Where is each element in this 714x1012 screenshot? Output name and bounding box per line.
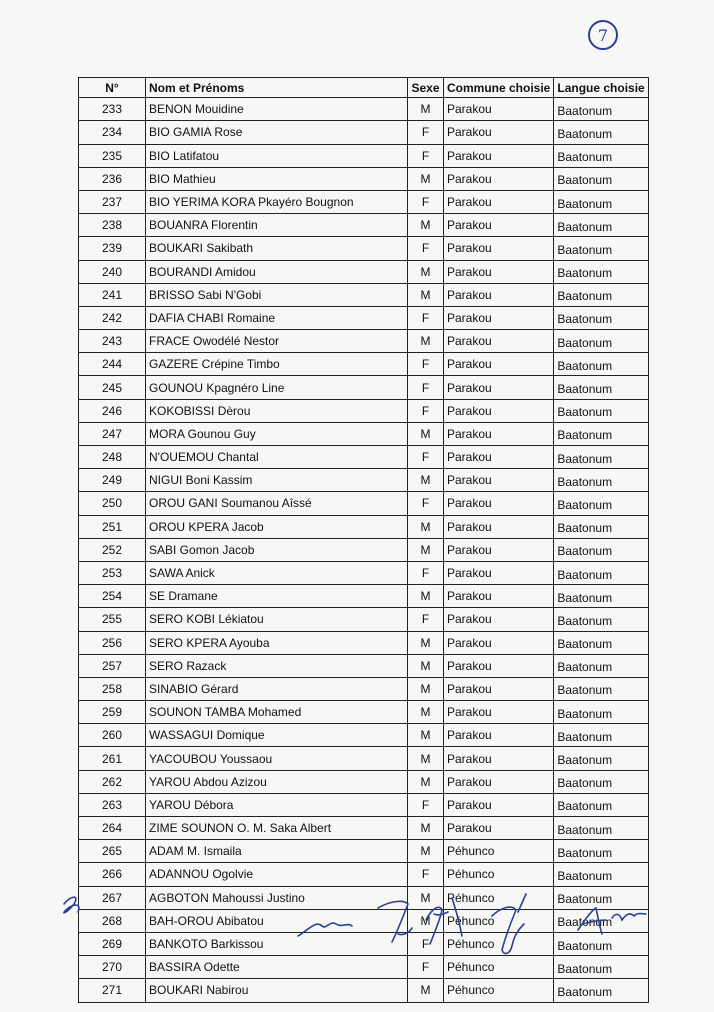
row-number: 236	[79, 167, 146, 190]
table-row	[79, 793, 649, 816]
table-row	[79, 979, 649, 1002]
row-number: 263	[79, 793, 146, 816]
row-commune: Parakou	[444, 422, 554, 445]
table-row	[79, 677, 649, 700]
row-name: SE Dramane	[146, 585, 408, 608]
row-commune: Parakou	[444, 446, 554, 469]
row-commune: Parakou	[444, 724, 554, 747]
row-commune: Parakou	[444, 121, 554, 144]
row-number: 244	[79, 353, 146, 376]
row-langue: Baatonum	[554, 608, 648, 631]
row-number: 268	[79, 909, 146, 932]
row-number: 264	[79, 817, 146, 840]
row-langue: Baatonum	[554, 909, 648, 932]
page-number-circled	[588, 20, 618, 50]
signature-2	[298, 923, 352, 936]
row-commune: Parakou	[444, 190, 554, 213]
row-number: 249	[79, 469, 146, 492]
row-langue: Baatonum	[554, 167, 648, 190]
table-row	[79, 561, 649, 584]
row-langue: Baatonum	[554, 585, 648, 608]
row-number: 252	[79, 538, 146, 561]
row-sexe: F	[408, 932, 444, 955]
row-langue: Baatonum	[554, 190, 648, 213]
row-name: KOKOBISSI Dèrou	[146, 399, 408, 422]
row-number: 239	[79, 237, 146, 260]
row-langue: Baatonum	[554, 121, 648, 144]
row-name: SERO Razack	[146, 654, 408, 677]
row-name: MORA Gounou Guy	[146, 422, 408, 445]
row-sexe: F	[408, 237, 444, 260]
row-commune: Parakou	[444, 469, 554, 492]
table-row	[79, 724, 649, 747]
table-row	[79, 585, 649, 608]
row-name: SABI Gomon Jacob	[146, 538, 408, 561]
header-commune: Commune choisie	[444, 78, 554, 98]
row-name: SOUNON TAMBA Mohamed	[146, 701, 408, 724]
participants-table	[78, 77, 649, 1003]
row-number: 241	[79, 283, 146, 306]
row-sexe: M	[408, 840, 444, 863]
table-row	[79, 446, 649, 469]
table-row	[79, 817, 649, 840]
row-number: 267	[79, 886, 146, 909]
row-name: BANKOTO Barkissou	[146, 932, 408, 955]
row-sexe: F	[408, 144, 444, 167]
row-commune: Parakou	[444, 98, 554, 121]
row-number: 237	[79, 190, 146, 213]
row-number: 238	[79, 214, 146, 237]
row-number: 271	[79, 979, 146, 1002]
row-number: 242	[79, 306, 146, 329]
table-row	[79, 492, 649, 515]
row-langue: Baatonum	[554, 956, 648, 979]
row-number: 246	[79, 399, 146, 422]
row-sexe: M	[408, 817, 444, 840]
table-row	[79, 353, 649, 376]
row-sexe: M	[408, 886, 444, 909]
table-row	[79, 538, 649, 561]
signatures-area	[0, 890, 714, 970]
row-number: 270	[79, 956, 146, 979]
row-commune: Parakou	[444, 631, 554, 654]
row-number: 240	[79, 260, 146, 283]
row-commune: Parakou	[444, 515, 554, 538]
table-row	[79, 167, 649, 190]
row-commune: Parakou	[444, 747, 554, 770]
row-number: 248	[79, 446, 146, 469]
row-commune: Parakou	[444, 585, 554, 608]
row-sexe: M	[408, 701, 444, 724]
row-commune: Parakou	[444, 306, 554, 329]
row-commune: Parakou	[444, 214, 554, 237]
table-row	[79, 306, 649, 329]
row-sexe: M	[408, 422, 444, 445]
row-langue: Baatonum	[554, 515, 648, 538]
row-sexe: M	[408, 979, 444, 1002]
row-commune: Parakou	[444, 561, 554, 584]
table-row	[79, 608, 649, 631]
table-row	[79, 283, 649, 306]
row-name: BIO Mathieu	[146, 167, 408, 190]
row-langue: Baatonum	[554, 979, 648, 1002]
row-sexe: F	[408, 793, 444, 816]
row-sexe: M	[408, 469, 444, 492]
row-number: 269	[79, 932, 146, 955]
row-commune: Péhunco	[444, 863, 554, 886]
table-row	[79, 422, 649, 445]
row-langue: Baatonum	[554, 538, 648, 561]
table-row	[79, 770, 649, 793]
row-name: OROU GANI Soumanou Aîssé	[146, 492, 408, 515]
table-row	[79, 376, 649, 399]
row-number: 243	[79, 330, 146, 353]
table-body	[79, 98, 649, 1002]
row-name: N'OUEMOU Chantal	[146, 446, 408, 469]
row-name: GAZERE Crépine Timbo	[146, 353, 408, 376]
table-row	[79, 237, 649, 260]
row-commune: Parakou	[444, 283, 554, 306]
row-langue: Baatonum	[554, 631, 648, 654]
row-commune: Parakou	[444, 677, 554, 700]
signature-3	[378, 901, 412, 942]
row-sexe: F	[408, 863, 444, 886]
row-sexe: M	[408, 515, 444, 538]
header-name: Nom et Prénoms	[146, 78, 408, 98]
row-commune: Péhunco	[444, 956, 554, 979]
row-langue: Baatonum	[554, 561, 648, 584]
table-row	[79, 469, 649, 492]
page-number: 7	[597, 25, 609, 45]
table-row	[79, 330, 649, 353]
row-commune: Parakou	[444, 608, 554, 631]
row-number: 266	[79, 863, 146, 886]
row-name: BOURANDI Amidou	[146, 260, 408, 283]
row-number: 245	[79, 376, 146, 399]
row-name: GOUNOU Kpagnéro Line	[146, 376, 408, 399]
row-name: YAROU Abdou Azizou	[146, 770, 408, 793]
table-row	[79, 144, 649, 167]
row-name: SERO KPERA Ayouba	[146, 631, 408, 654]
row-commune: Parakou	[444, 260, 554, 283]
row-commune: Parakou	[444, 144, 554, 167]
row-name: BAH-OROU Abibatou	[146, 909, 408, 932]
row-langue: Baatonum	[554, 747, 648, 770]
row-commune: Péhunco	[444, 979, 554, 1002]
table-row	[79, 190, 649, 213]
table-row	[79, 214, 649, 237]
row-sexe: M	[408, 283, 444, 306]
signature-5	[492, 894, 526, 953]
row-sexe: F	[408, 121, 444, 144]
row-sexe: F	[408, 190, 444, 213]
row-sexe: M	[408, 98, 444, 121]
row-number: 261	[79, 747, 146, 770]
row-langue: Baatonum	[554, 237, 648, 260]
row-commune: Parakou	[444, 353, 554, 376]
table-row	[79, 631, 649, 654]
row-langue: Baatonum	[554, 770, 648, 793]
row-langue: Baatonum	[554, 260, 648, 283]
row-langue: Baatonum	[554, 144, 648, 167]
row-name: ADAM M. Ismaila	[146, 840, 408, 863]
table-row	[79, 121, 649, 144]
header-langue: Langue choisie	[554, 78, 648, 98]
row-commune: Parakou	[444, 330, 554, 353]
row-langue: Baatonum	[554, 446, 648, 469]
row-name: FRACE Owodélé Nestor	[146, 330, 408, 353]
row-langue: Baatonum	[554, 932, 648, 955]
row-name: YACOUBOU Youssaou	[146, 747, 408, 770]
table-row	[79, 747, 649, 770]
row-number: 262	[79, 770, 146, 793]
row-sexe: M	[408, 167, 444, 190]
row-name: BIO YERIMA KORA Pkayéro Bougnon	[146, 190, 408, 213]
row-number: 247	[79, 422, 146, 445]
header-sexe: Sexe	[408, 78, 444, 98]
row-commune: Parakou	[444, 492, 554, 515]
row-langue: Baatonum	[554, 376, 648, 399]
row-number: 253	[79, 561, 146, 584]
row-commune: Péhunco	[444, 840, 554, 863]
row-commune: Parakou	[444, 770, 554, 793]
row-commune: Péhunco	[444, 909, 554, 932]
row-langue: Baatonum	[554, 863, 648, 886]
row-name: BIO GAMIA Rose	[146, 121, 408, 144]
row-commune: Parakou	[444, 399, 554, 422]
table-row	[79, 260, 649, 283]
row-sexe: F	[408, 306, 444, 329]
row-sexe: M	[408, 330, 444, 353]
row-langue: Baatonum	[554, 330, 648, 353]
row-langue: Baatonum	[554, 724, 648, 747]
row-number: 250	[79, 492, 146, 515]
row-langue: Baatonum	[554, 469, 648, 492]
row-commune: Parakou	[444, 237, 554, 260]
row-name: OROU KPERA Jacob	[146, 515, 408, 538]
row-sexe: F	[408, 956, 444, 979]
row-sexe: F	[408, 376, 444, 399]
signature-1	[64, 897, 79, 913]
row-name: BENON Mouidine	[146, 98, 408, 121]
table-row	[79, 515, 649, 538]
row-langue: Baatonum	[554, 422, 648, 445]
row-commune: Péhunco	[444, 932, 554, 955]
header-number: N°	[79, 78, 146, 98]
row-langue: Baatonum	[554, 817, 648, 840]
row-langue: Baatonum	[554, 840, 648, 863]
row-sexe: M	[408, 770, 444, 793]
row-commune: Parakou	[444, 167, 554, 190]
row-langue: Baatonum	[554, 98, 648, 121]
row-name: BOUKARI Sakibath	[146, 237, 408, 260]
table-row	[79, 840, 649, 863]
row-number: 258	[79, 677, 146, 700]
row-langue: Baatonum	[554, 306, 648, 329]
row-number: 234	[79, 121, 146, 144]
row-name: NIGUI Boni Kassim	[146, 469, 408, 492]
row-number: 265	[79, 840, 146, 863]
row-langue: Baatonum	[554, 283, 648, 306]
row-sexe: M	[408, 747, 444, 770]
row-langue: Baatonum	[554, 654, 648, 677]
row-langue: Baatonum	[554, 793, 648, 816]
row-number: 235	[79, 144, 146, 167]
row-commune: Parakou	[444, 376, 554, 399]
row-commune: Parakou	[444, 538, 554, 561]
row-sexe: F	[408, 608, 444, 631]
row-sexe: F	[408, 399, 444, 422]
signature-4	[426, 898, 462, 944]
row-name: DAFIA CHABI Romaine	[146, 306, 408, 329]
row-commune: Parakou	[444, 817, 554, 840]
row-name: BASSIRA Odette	[146, 956, 408, 979]
row-sexe: M	[408, 585, 444, 608]
row-langue: Baatonum	[554, 701, 648, 724]
row-sexe: M	[408, 724, 444, 747]
row-langue: Baatonum	[554, 399, 648, 422]
row-langue: Baatonum	[554, 677, 648, 700]
row-sexe: F	[408, 353, 444, 376]
row-number: 257	[79, 654, 146, 677]
row-number: 251	[79, 515, 146, 538]
table-row	[79, 654, 649, 677]
row-sexe: M	[408, 538, 444, 561]
row-commune: Péhunco	[444, 886, 554, 909]
row-name: BRISSO Sabi N'Gobi	[146, 283, 408, 306]
row-number: 260	[79, 724, 146, 747]
row-number: 259	[79, 701, 146, 724]
table-header-row	[79, 78, 649, 98]
row-number: 254	[79, 585, 146, 608]
row-name: ZIME SOUNON O. M. Saka Albert	[146, 817, 408, 840]
row-number: 256	[79, 631, 146, 654]
row-number: 255	[79, 608, 146, 631]
row-number: 233	[79, 98, 146, 121]
table-row	[79, 863, 649, 886]
row-langue: Baatonum	[554, 353, 648, 376]
row-sexe: F	[408, 446, 444, 469]
row-sexe: M	[408, 654, 444, 677]
table-row	[79, 701, 649, 724]
row-langue: Baatonum	[554, 492, 648, 515]
row-commune: Parakou	[444, 654, 554, 677]
row-name: SINABIO Gérard	[146, 677, 408, 700]
row-name: BOUANRA Florentin	[146, 214, 408, 237]
row-sexe: M	[408, 677, 444, 700]
row-commune: Parakou	[444, 793, 554, 816]
row-name: BIO Latifatou	[146, 144, 408, 167]
signature-6	[578, 908, 646, 934]
row-name: SAWA Anick	[146, 561, 408, 584]
row-name: YAROU Débora	[146, 793, 408, 816]
row-name: SERO KOBI Lékiatou	[146, 608, 408, 631]
row-name: AGBOTON Mahoussi Justino	[146, 886, 408, 909]
row-sexe: M	[408, 631, 444, 654]
row-langue: Baatonum	[554, 886, 648, 909]
table-row	[79, 399, 649, 422]
table-row	[79, 98, 649, 121]
row-sexe: M	[408, 909, 444, 932]
row-sexe: M	[408, 214, 444, 237]
row-sexe: M	[408, 260, 444, 283]
row-sexe: F	[408, 492, 444, 515]
row-name: WASSAGUI Domique	[146, 724, 408, 747]
row-sexe: F	[408, 561, 444, 584]
row-langue: Baatonum	[554, 214, 648, 237]
row-commune: Parakou	[444, 701, 554, 724]
row-name: BOUKARI Nabirou	[146, 979, 408, 1002]
row-name: ADANNOU Ogolvie	[146, 863, 408, 886]
